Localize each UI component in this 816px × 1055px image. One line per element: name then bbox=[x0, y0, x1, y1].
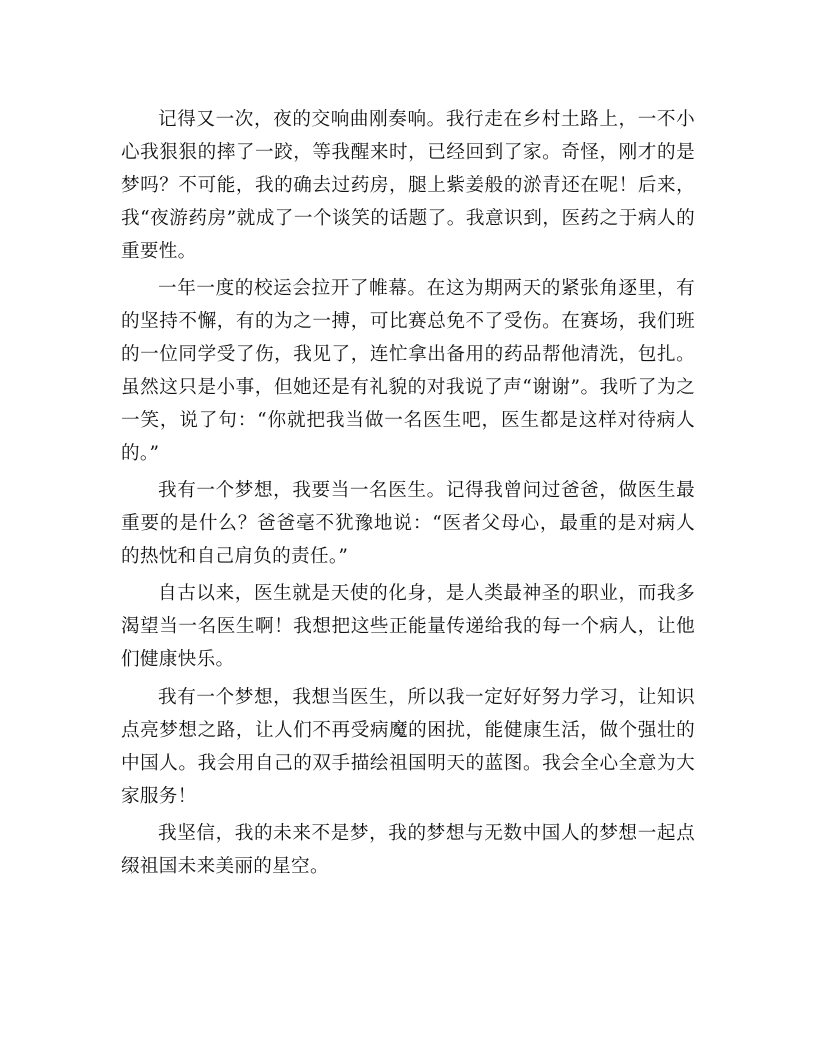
paragraph-6: 我坚信，我的未来不是梦，我的梦想与无数中国人的梦想一起点缀祖国未来美丽的星空。 bbox=[121, 823, 695, 877]
paragraph-1: 记得又一次，夜的交响曲刚奏响。我行走在乡村土路上，一不小心我狠狠的摔了一跤，等我醒来时，已经回到了家。奇怪，刚才的是梦吗？不可能，我的确去过药房，腿上紫姜般的淤青还在呢！后来，我“夜游药房”就成了一个谈笑的话题了。我意识到，医药之于病人的重要性。 bbox=[121, 109, 695, 262]
document-body bbox=[121, 104, 695, 888]
paragraph-2: 一年一度的校运会拉开了帷幕。在这为期两天的紧张角逐里，有的坚持不懈，有的为之一搏，可比赛总免不了受伤。在赛场，我们班的一位同学受了伤，我见了，连忙拿出备用的药品帮他清洗，包扎。虽然这只是小事，但她还是有礼貌的对我说了声“谢谢”。我听了为之一笑，说了句：“你就把我当做一名医生吧，医生都是这样对待病人的。” bbox=[121, 278, 695, 464]
paragraph-5: 我有一个梦想，我想当医生，所以我一定好好努力学习，让知识点亮梦想之路，让人们不再受病魔的困扰，能健康生活，做个强壮的中国人。我会用自己的双手描绘祖国明天的蓝图。我会全心全意为大家服务！ bbox=[121, 686, 695, 807]
paragraph-3: 我有一个梦想，我要当一名医生。记得我曾问过爸爸，做医生最重要的是什么？爸爸毫不犹豫地说：“医者父母心，最重的是对病人的热忱和自己肩负的责任。” bbox=[121, 480, 695, 567]
paragraph-4: 自古以来，医生就是天使的化身，是人类最神圣的职业，而我多渴望当一名医生啊！我想把这些正能量传递给我的每一个病人，让他们健康快乐。 bbox=[121, 583, 695, 671]
